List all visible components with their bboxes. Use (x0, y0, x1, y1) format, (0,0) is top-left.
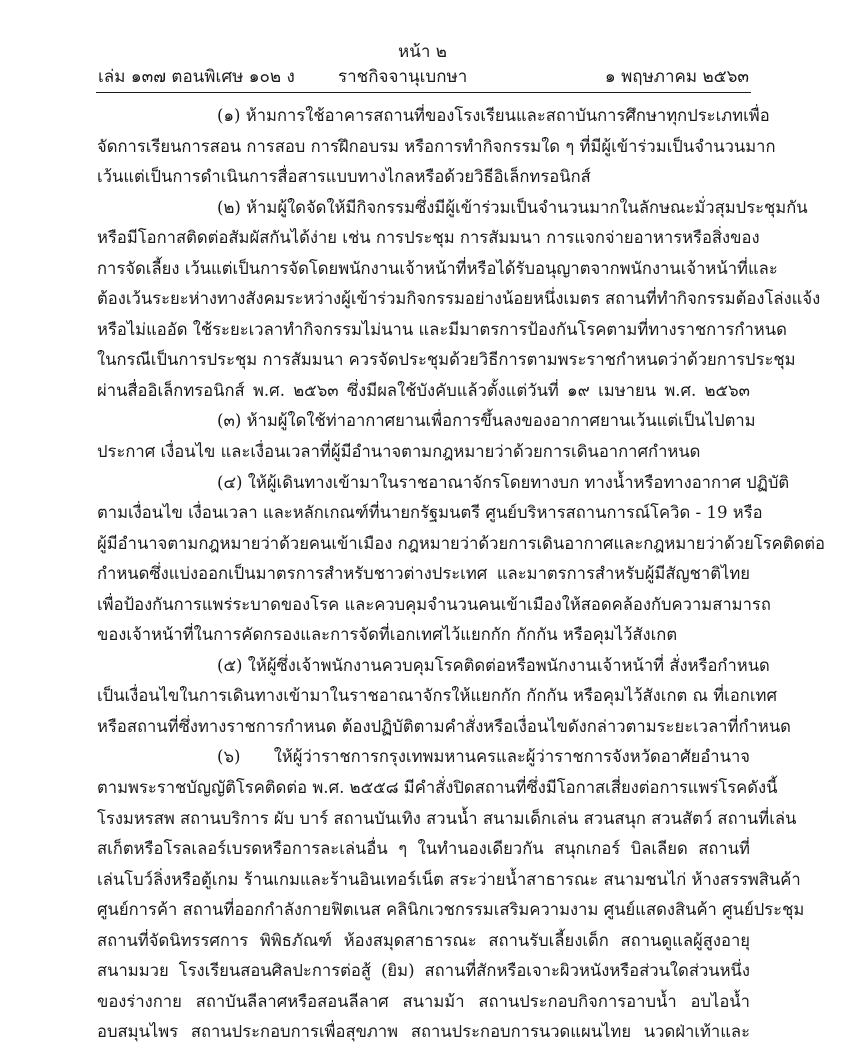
text-line: สนามมวย โรงเรียนสอนศิลปะการต่อสู้ (ยิม) สถานที่สักหรือเจาะผิวหนังหรือส่วนใดส่วนหนึ่ง (97, 961, 750, 981)
text-line: เล่นโบว์ลิ่งหรือตู้เกม ร้านเกมและร้านอินเทอร์เน็ต สระว่ายน้ำสาธารณะ สนามชนไก่ ห้างสรรพสินค้า (97, 869, 801, 889)
gazette-title: ราชกิจจานุเบกษา (338, 67, 468, 87)
page-number: หน้า ๒ (398, 42, 447, 62)
text-line: จัดการเรียนการสอน การสอบ การฝึกอบรม หรือการทำกิจกรรมใด ๆ ที่มีผู้เข้าร่วมเป็นจำนวนมาก (97, 136, 776, 156)
text-line: หรือสถานที่ซึ่งทางราชการกำหนด ต้องปฏิบัติตามคำสั่งหรือเงื่อนไขดังกล่าวตามระยะเวลาที่กำหนด (97, 716, 791, 736)
text-line: ผู้มีอำนาจตามกฎหมายว่าด้วยคนเข้าเมือง กฎหมายว่าด้วยการเดินอากาศและกฎหมายว่าด้วยโรคติดต่อ (97, 533, 826, 553)
text-line: การจัดเลี้ยง เว้นแต่เป็นการจัดโดยพนักงานเจ้าหน้าที่หรือได้รับอนุญาตจากพนักงานเจ้าหน้าที่และ (97, 258, 778, 278)
text-line: สเก็ตหรือโรลเลอร์เบรดหรือการละเล่นอื่น ๆ ในทำนองเดียวกัน สนุกเกอร์ บิลเลียด สถานที่ (97, 839, 750, 859)
text-line: โรงมหรสพ สถานบริการ ผับ บาร์ สถานบันเทิง สวนน้ำ สนามเด็กเล่น สวนสนุก สวนสัตว์ สถานที่เล่น (97, 808, 797, 828)
text-line: ศูนย์การค้า สถานที่ออกกำลังกายฟิตเนส คลินิกเวชกรรมเสริมความงาม ศูนย์แสดงสินค้า ศูนย์ประชุม (97, 900, 805, 920)
running-header (98, 63, 749, 87)
text-line: กำหนดซึ่งแบ่งออกเป็นมาตรการสำหรับชาวต่างประเทศ และมาตรการสำหรับผู้มีสัญชาติไทย (97, 564, 750, 584)
text-line: ประกาศ เงื่อนไข และเงื่อนเวลาที่ผู้มีอำนาจตามกฎหมายว่าด้วยการเดินอากาศกำหนด (97, 442, 701, 462)
text-line: (๑) ห้ามการใช้อาคารสถานที่ของโรงเรียนและสถาบันการศึกษาทุกประเภทเพื่อ (217, 106, 770, 125)
text-line: เว้นแต่เป็นการดำเนินการสื่อสารแบบทางไกลหรือด้วยวิธีอิเล็กทรอนิกส์ (97, 167, 591, 187)
text-line: (๓) ห้ามผู้ใดใช้ท่าอากาศยานเพื่อการขึ้นลงของอากาศยานเว้นแต่เป็นไปตาม (217, 411, 756, 431)
volume-info: เล่ม ๑๓๗ ตอนพิเศษ ๑๐๒ ง (98, 67, 295, 87)
text-line: สถานที่จัดนิทรรศการ พิพิธภัณฑ์ ห้องสมุดสาธารณะ สถานรับเลี้ยงเด็ก สถานดูแลผู้สูงอายุ (97, 930, 750, 950)
text-line: (๖) ให้ผู้ว่าราชการกรุงเทพมหานครและผู้ว่าราชการจังหวัดอาศัยอำนาจ (217, 747, 750, 767)
text-line: (๕) ให้ผู้ซึ่งเจ้าพนักงานควบคุมโรคติดต่อหรือพนักงานเจ้าหน้าที่ สั่งหรือกำหนด (217, 655, 770, 675)
publication-date: ๑ พฤษภาคม ๒๕๖๓ (604, 67, 749, 87)
text-line: ในกรณีเป็นการประชุม การสัมมนา ควรจัดประชุมด้วยวิธีการตามพระราชกำหนดว่าด้วยการประชุม (97, 350, 796, 370)
text-line: ตามพระราชบัญญัติโรคติดต่อ พ.ศ. ๒๕๕๘ มีคำสั่งปิดสถานที่ซึ่งมีโอกาสเสี่ยงต่อการแพร่โรคดังนี้ (97, 778, 778, 798)
text-line: เป็นเงื่อนไขในการเดินทางเข้ามาในราชอาณาจักรให้แยกกัก กักกัน หรือคุมไว้สังเกต ณ ที่เอกเทศ (97, 686, 777, 706)
text-line: (๒) ห้ามผู้ใดจัดให้มีกิจกรรมซึ่งมีผู้เข้าร่วมเป็นจำนวนมากในลักษณะมั่วสุมประชุมกัน (217, 197, 808, 217)
text-line: ผ่านสื่ออิเล็กทรอนิกส์ พ.ศ. ๒๕๖๓ ซึ่งมีผลใช้บังคับแล้วตั้งแต่วันที่ ๑๙ เมษายน พ.ศ. ๒๕๖๓ (97, 380, 750, 400)
text-line: ตามเงื่อนไข เงื่อนเวลา และหลักเกณฑ์ที่นายกรัฐมนตรี ศูนย์บริหารสถานการณ์โควิด - 19 หรือ (97, 503, 763, 523)
document-body (97, 101, 826, 1048)
text-line: อบสมุนไพร สถานประกอบการเพื่อสุขภาพ สถานประกอบการนวดแผนไทย นวดฝ่าเท้าและ (97, 1022, 750, 1042)
text-line: ต้องเว้นระยะห่างทางสังคมระหว่างผู้เข้าร่วมกิจกรรมอย่างน้อยหนึ่งเมตร สถานที่ทำกิจกรรมต้องโล่งแจ้ง (97, 289, 821, 309)
text-line: เพื่อป้องกันการแพร่ระบาดของโรค และควบคุมจำนวนคนเข้าเมืองให้สอดคล้องกับความสามารถ (97, 594, 771, 614)
header-divider (96, 92, 751, 93)
text-line: (๔) ให้ผู้เดินทางเข้ามาในราชอาณาจักรโดยทางบก ทางน้ำหรือทางอากาศ ปฏิบัติ (217, 472, 790, 492)
text-line: หรือมีโอกาสติดต่อสัมผัสกันได้ง่าย เช่น การประชุม การสัมมนา การแจกจ่ายอาหารหรือสิ่งของ (97, 228, 760, 248)
text-line: ของร่างกาย สถาบันลีลาศหรือสอนลีลาศ สนามม้า สถานประกอบกิจการอาบน้ำ อบไอน้ำ (97, 991, 750, 1011)
text-line: ของเจ้าหน้าที่ในการคัดกรองและการจัดที่เอกเทศไว้แยกกัก กักกัน หรือคุมไว้สังเกต (97, 625, 678, 645)
text-line: หรือไม่แออัด ใช้ระยะเวลาทำกิจกรรมไม่นาน และมีมาตรการป้องกันโรคตามที่ทางราชการกำหนด (97, 319, 787, 339)
